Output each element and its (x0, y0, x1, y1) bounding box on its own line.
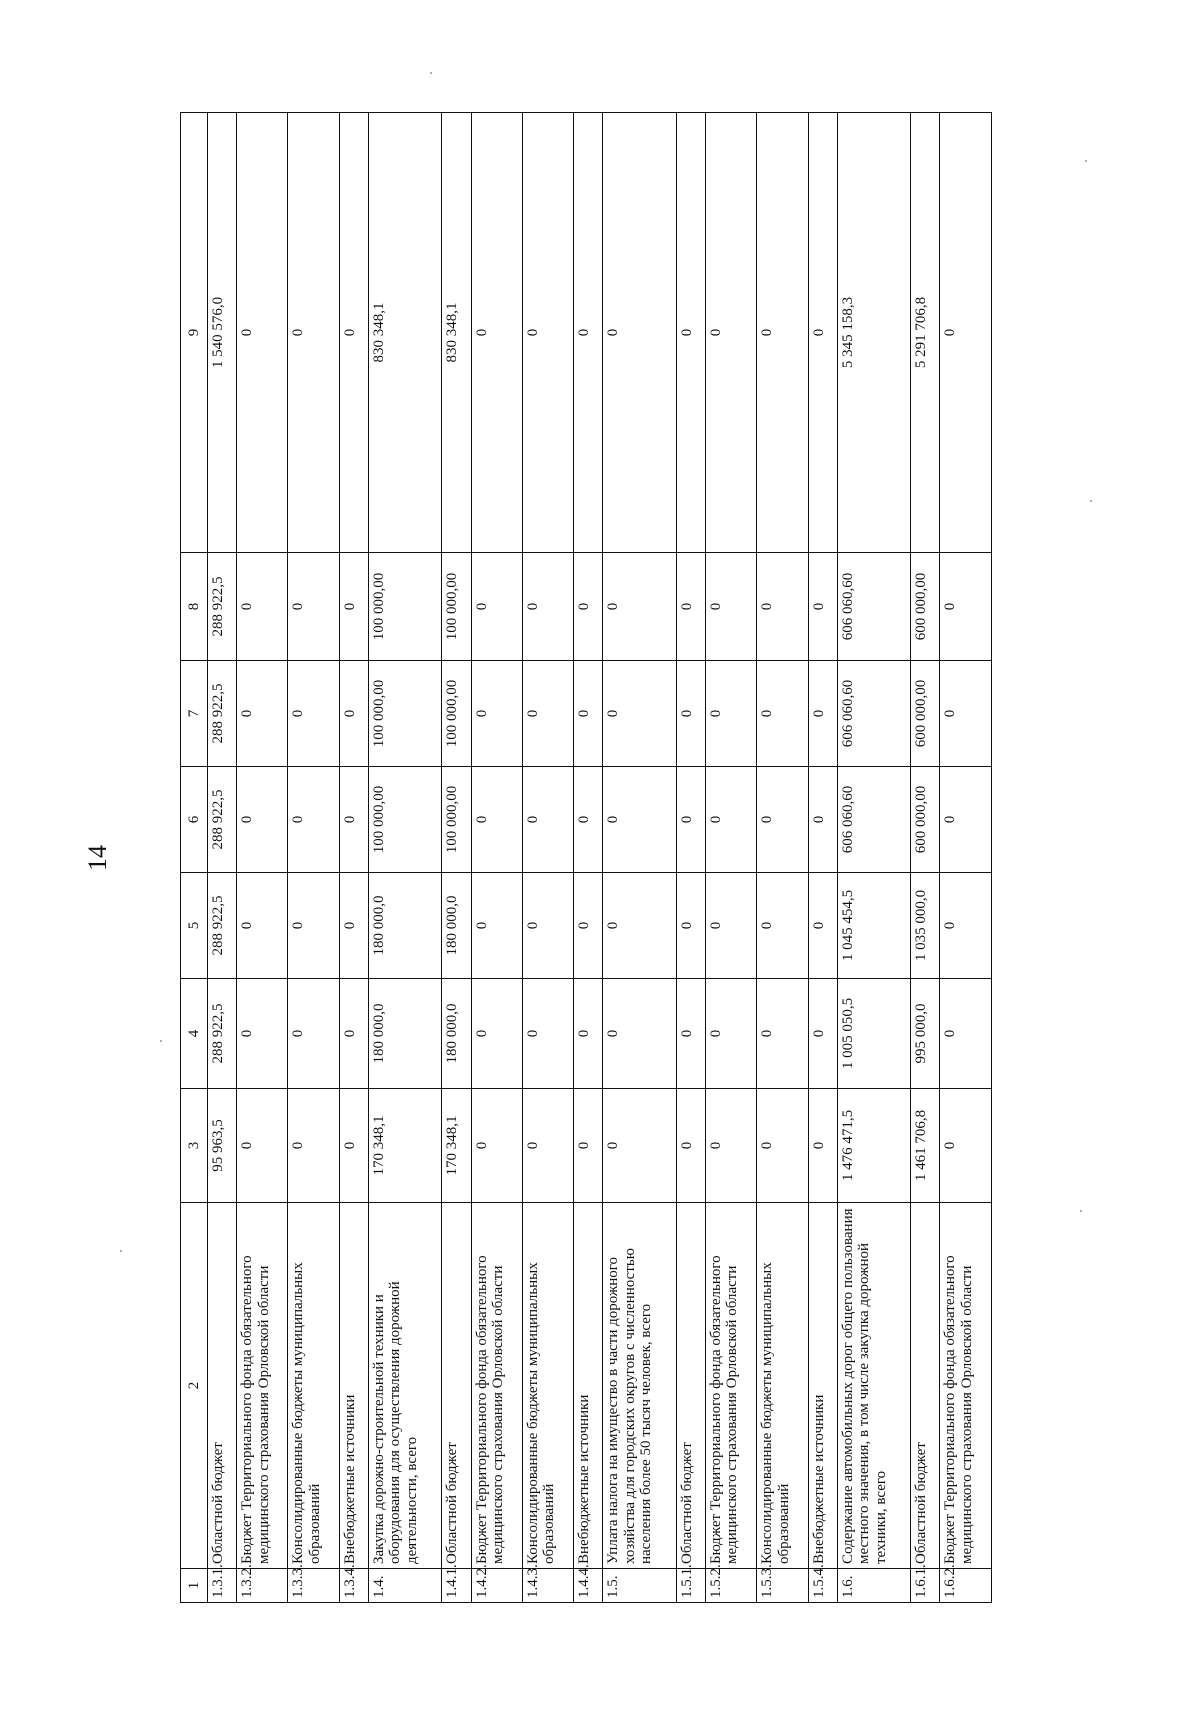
table-row (522, 113, 573, 1603)
row-name-cell: Внебюджетные источники (339, 1203, 368, 1569)
value-cell: 0 (339, 979, 368, 1089)
value-cell: 600 000,00 (911, 553, 940, 661)
value-cell: 0 (603, 553, 677, 661)
value-cell: 180 000,0 (368, 873, 442, 979)
value-cell: 0 (757, 979, 808, 1089)
table-row (676, 113, 705, 1603)
value-cell: 1 476 471,5 (837, 1089, 911, 1203)
value-cell: 0 (757, 661, 808, 767)
value-cell: 0 (522, 661, 573, 767)
value-cell: 0 (574, 873, 603, 979)
value-cell: 0 (339, 661, 368, 767)
table-row (237, 113, 288, 1603)
row-code-cell: 1.3.2. (237, 1569, 288, 1603)
value-cell: 0 (940, 979, 992, 1089)
value-cell: 100 000,00 (368, 661, 442, 767)
value-cell: 606 060,60 (837, 661, 911, 767)
value-cell: 95 963,5 (208, 1089, 237, 1203)
value-cell: 0 (940, 873, 992, 979)
table-header-row (181, 113, 208, 1603)
column-header: 4 (181, 979, 208, 1089)
value-cell: 288 922,5 (208, 873, 237, 979)
column-header: 6 (181, 767, 208, 873)
row-code-cell: 1.5.2. (705, 1569, 756, 1603)
value-cell: 0 (288, 767, 339, 873)
value-cell: 0 (808, 767, 837, 873)
value-cell: 0 (471, 767, 522, 873)
value-cell: 830 348,1 (368, 113, 442, 553)
row-code-cell: 1.3.1. (208, 1569, 237, 1603)
value-cell: 288 922,5 (208, 767, 237, 873)
value-cell: 0 (522, 553, 573, 661)
value-cell: 0 (237, 873, 288, 979)
row-name-cell: Консолидированные бюджеты муниципальных образований (757, 1203, 808, 1569)
row-name-cell: Уплата налога на имущество в части дорожного хозяйства для городских округов с численностью населения более 50 тысяч человек, всего (603, 1203, 677, 1569)
value-cell: 0 (339, 873, 368, 979)
value-cell: 0 (471, 873, 522, 979)
row-name-cell: Консолидированные бюджеты муниципальных образований (522, 1203, 573, 1569)
value-cell: 1 461 706,8 (911, 1089, 940, 1203)
value-cell: 0 (522, 979, 573, 1089)
table-row (471, 113, 522, 1603)
table-row (339, 113, 368, 1603)
value-cell: 100 000,00 (368, 553, 442, 661)
row-code-cell: 1.4. (368, 1569, 442, 1603)
value-cell: 0 (237, 553, 288, 661)
row-code-cell: 1.6.1. (911, 1569, 940, 1603)
value-cell: 180 000,0 (442, 873, 471, 979)
value-cell: 170 348,1 (368, 1089, 442, 1203)
value-cell: 0 (574, 553, 603, 661)
table-row (757, 113, 808, 1603)
table-row (442, 113, 471, 1603)
value-cell: 0 (940, 767, 992, 873)
value-cell: 5 345 158,3 (837, 113, 911, 553)
value-cell: 0 (603, 979, 677, 1089)
value-cell: 0 (757, 1089, 808, 1203)
value-cell: 0 (471, 661, 522, 767)
row-name-cell: Областной бюджет (911, 1203, 940, 1569)
value-cell: 0 (237, 1089, 288, 1203)
row-name-cell: Внебюджетные источники (808, 1203, 837, 1569)
value-cell: 100 000,00 (442, 661, 471, 767)
row-name-cell: Закупка дорожно-строительной техники и оборудования для осуществления дорожной деятельности, всего (368, 1203, 442, 1569)
value-cell: 0 (676, 767, 705, 873)
value-cell: 0 (339, 1089, 368, 1203)
value-cell: 0 (574, 1089, 603, 1203)
value-cell: 0 (237, 661, 288, 767)
scan-speck (1080, 1210, 1082, 1212)
value-cell: 0 (574, 113, 603, 553)
table-row (808, 113, 837, 1603)
value-cell: 0 (808, 553, 837, 661)
value-cell: 0 (676, 553, 705, 661)
row-code-cell: 1.3.3. (288, 1569, 339, 1603)
row-name-cell: Бюджет Территориального фонда обязательного медицинского страхования Орловской области (471, 1203, 522, 1569)
value-cell: 0 (603, 767, 677, 873)
value-cell: 0 (757, 113, 808, 553)
value-cell: 100 000,00 (368, 767, 442, 873)
value-cell: 0 (676, 979, 705, 1089)
value-cell: 0 (339, 113, 368, 553)
value-cell: 0 (705, 553, 756, 661)
value-cell: 0 (808, 113, 837, 553)
value-cell: 0 (705, 979, 756, 1089)
value-cell: 0 (471, 1089, 522, 1203)
value-cell: 830 348,1 (442, 113, 471, 553)
value-cell: 0 (339, 553, 368, 661)
value-cell: 0 (940, 553, 992, 661)
page-number: 14 (83, 845, 112, 871)
row-name-cell: Областной бюджет (208, 1203, 237, 1569)
row-code-cell: 1.5.1. (676, 1569, 705, 1603)
column-header: 3 (181, 1089, 208, 1203)
value-cell: 0 (676, 113, 705, 553)
value-cell: 1 045 454,5 (837, 873, 911, 979)
value-cell: 288 922,5 (208, 661, 237, 767)
value-cell: 0 (288, 873, 339, 979)
value-cell: 0 (808, 979, 837, 1089)
value-cell: 0 (676, 661, 705, 767)
value-cell: 0 (471, 979, 522, 1089)
value-cell: 0 (574, 979, 603, 1089)
value-cell: 0 (676, 873, 705, 979)
table-row (837, 113, 911, 1603)
value-cell: 0 (940, 661, 992, 767)
column-header: 7 (181, 661, 208, 767)
row-code-cell: 1.5. (603, 1569, 677, 1603)
value-cell: 0 (237, 767, 288, 873)
value-cell: 0 (676, 1089, 705, 1203)
table-row (368, 113, 442, 1603)
value-cell: 0 (705, 113, 756, 553)
value-cell: 100 000,00 (442, 767, 471, 873)
value-cell: 0 (574, 661, 603, 767)
column-header: 5 (181, 873, 208, 979)
value-cell: 0 (603, 661, 677, 767)
value-cell: 0 (940, 113, 992, 553)
value-cell: 0 (808, 1089, 837, 1203)
scan-speck (160, 1040, 162, 1042)
value-cell: 0 (288, 113, 339, 553)
value-cell: 0 (574, 767, 603, 873)
value-cell: 0 (522, 873, 573, 979)
table-row (940, 113, 992, 1603)
row-name-cell: Бюджет Территориального фонда обязательного медицинского страхования Орловской области (705, 1203, 756, 1569)
table-row (911, 113, 940, 1603)
row-code-cell: 1.4.1. (442, 1569, 471, 1603)
value-cell: 0 (808, 873, 837, 979)
row-code-cell: 1.6. (837, 1569, 911, 1603)
value-cell: 995 000,0 (911, 979, 940, 1089)
value-cell: 288 922,5 (208, 553, 237, 661)
row-name-cell: Бюджет Территориального фонда обязательного медицинского страхования Орловской области (940, 1203, 992, 1569)
value-cell: 0 (705, 1089, 756, 1203)
value-cell: 0 (237, 113, 288, 553)
value-cell: 1 035 000,0 (911, 873, 940, 979)
value-cell: 0 (237, 979, 288, 1089)
column-header: 8 (181, 553, 208, 661)
row-name-cell: Содержание автомобильных дорог общего пользования местного значения, в том числе закупка дорожной техники, всего (837, 1203, 911, 1569)
value-cell: 5 291 706,8 (911, 113, 940, 553)
value-cell: 0 (808, 661, 837, 767)
value-cell: 0 (471, 113, 522, 553)
row-name-cell: Областной бюджет (676, 1203, 705, 1569)
value-cell: 0 (339, 767, 368, 873)
value-cell: 0 (288, 1089, 339, 1203)
value-cell: 0 (522, 767, 573, 873)
table-row (208, 113, 237, 1603)
value-cell: 606 060,60 (837, 767, 911, 873)
value-cell: 0 (705, 767, 756, 873)
value-cell: 180 000,0 (442, 979, 471, 1089)
table-body (208, 113, 992, 1603)
value-cell: 288 922,5 (208, 979, 237, 1089)
value-cell: 180 000,0 (368, 979, 442, 1089)
value-cell: 0 (603, 113, 677, 553)
value-cell: 0 (288, 979, 339, 1089)
value-cell: 0 (705, 661, 756, 767)
column-header: 1 (181, 1569, 208, 1603)
row-name-cell: Внебюджетные источники (574, 1203, 603, 1569)
row-name-cell: Областной бюджет (442, 1203, 471, 1569)
row-name-cell: Консолидированные бюджеты муниципальных образований (288, 1203, 339, 1569)
value-cell: 0 (940, 1089, 992, 1203)
row-code-cell: 1.6.2. (940, 1569, 992, 1603)
column-header: 2 (181, 1203, 208, 1569)
value-cell: 1 005 050,5 (837, 979, 911, 1089)
value-cell: 1 540 576,0 (208, 113, 237, 553)
value-cell: 0 (522, 113, 573, 553)
budget-table (180, 112, 992, 1603)
value-cell: 0 (471, 553, 522, 661)
column-header: 9 (181, 113, 208, 553)
table-row (288, 113, 339, 1603)
scan-speck (1085, 160, 1087, 162)
row-code-cell: 1.5.3. (757, 1569, 808, 1603)
rotated-table-container (180, 113, 992, 1603)
scan-speck (430, 72, 432, 74)
row-code-cell: 1.4.2. (471, 1569, 522, 1603)
row-name-cell: Бюджет Территориального фонда обязательного медицинского страхования Орловской области (237, 1203, 288, 1569)
value-cell: 100 000,00 (442, 553, 471, 661)
value-cell: 0 (603, 1089, 677, 1203)
table-row (574, 113, 603, 1603)
value-cell: 0 (288, 661, 339, 767)
value-cell: 600 000,00 (911, 661, 940, 767)
row-code-cell: 1.5.4. (808, 1569, 837, 1603)
row-code-cell: 1.3.4. (339, 1569, 368, 1603)
value-cell: 606 060,60 (837, 553, 911, 661)
row-code-cell: 1.4.4. (574, 1569, 603, 1603)
value-cell: 0 (757, 553, 808, 661)
value-cell: 0 (757, 873, 808, 979)
value-cell: 170 348,1 (442, 1089, 471, 1203)
value-cell: 0 (705, 873, 756, 979)
value-cell: 600 000,00 (911, 767, 940, 873)
value-cell: 0 (603, 873, 677, 979)
scan-speck (120, 1250, 122, 1252)
table-row (705, 113, 756, 1603)
value-cell: 0 (522, 1089, 573, 1203)
table-row (603, 113, 677, 1603)
value-cell: 0 (757, 767, 808, 873)
value-cell: 0 (288, 553, 339, 661)
row-code-cell: 1.4.3. (522, 1569, 573, 1603)
scan-speck (1090, 500, 1092, 502)
